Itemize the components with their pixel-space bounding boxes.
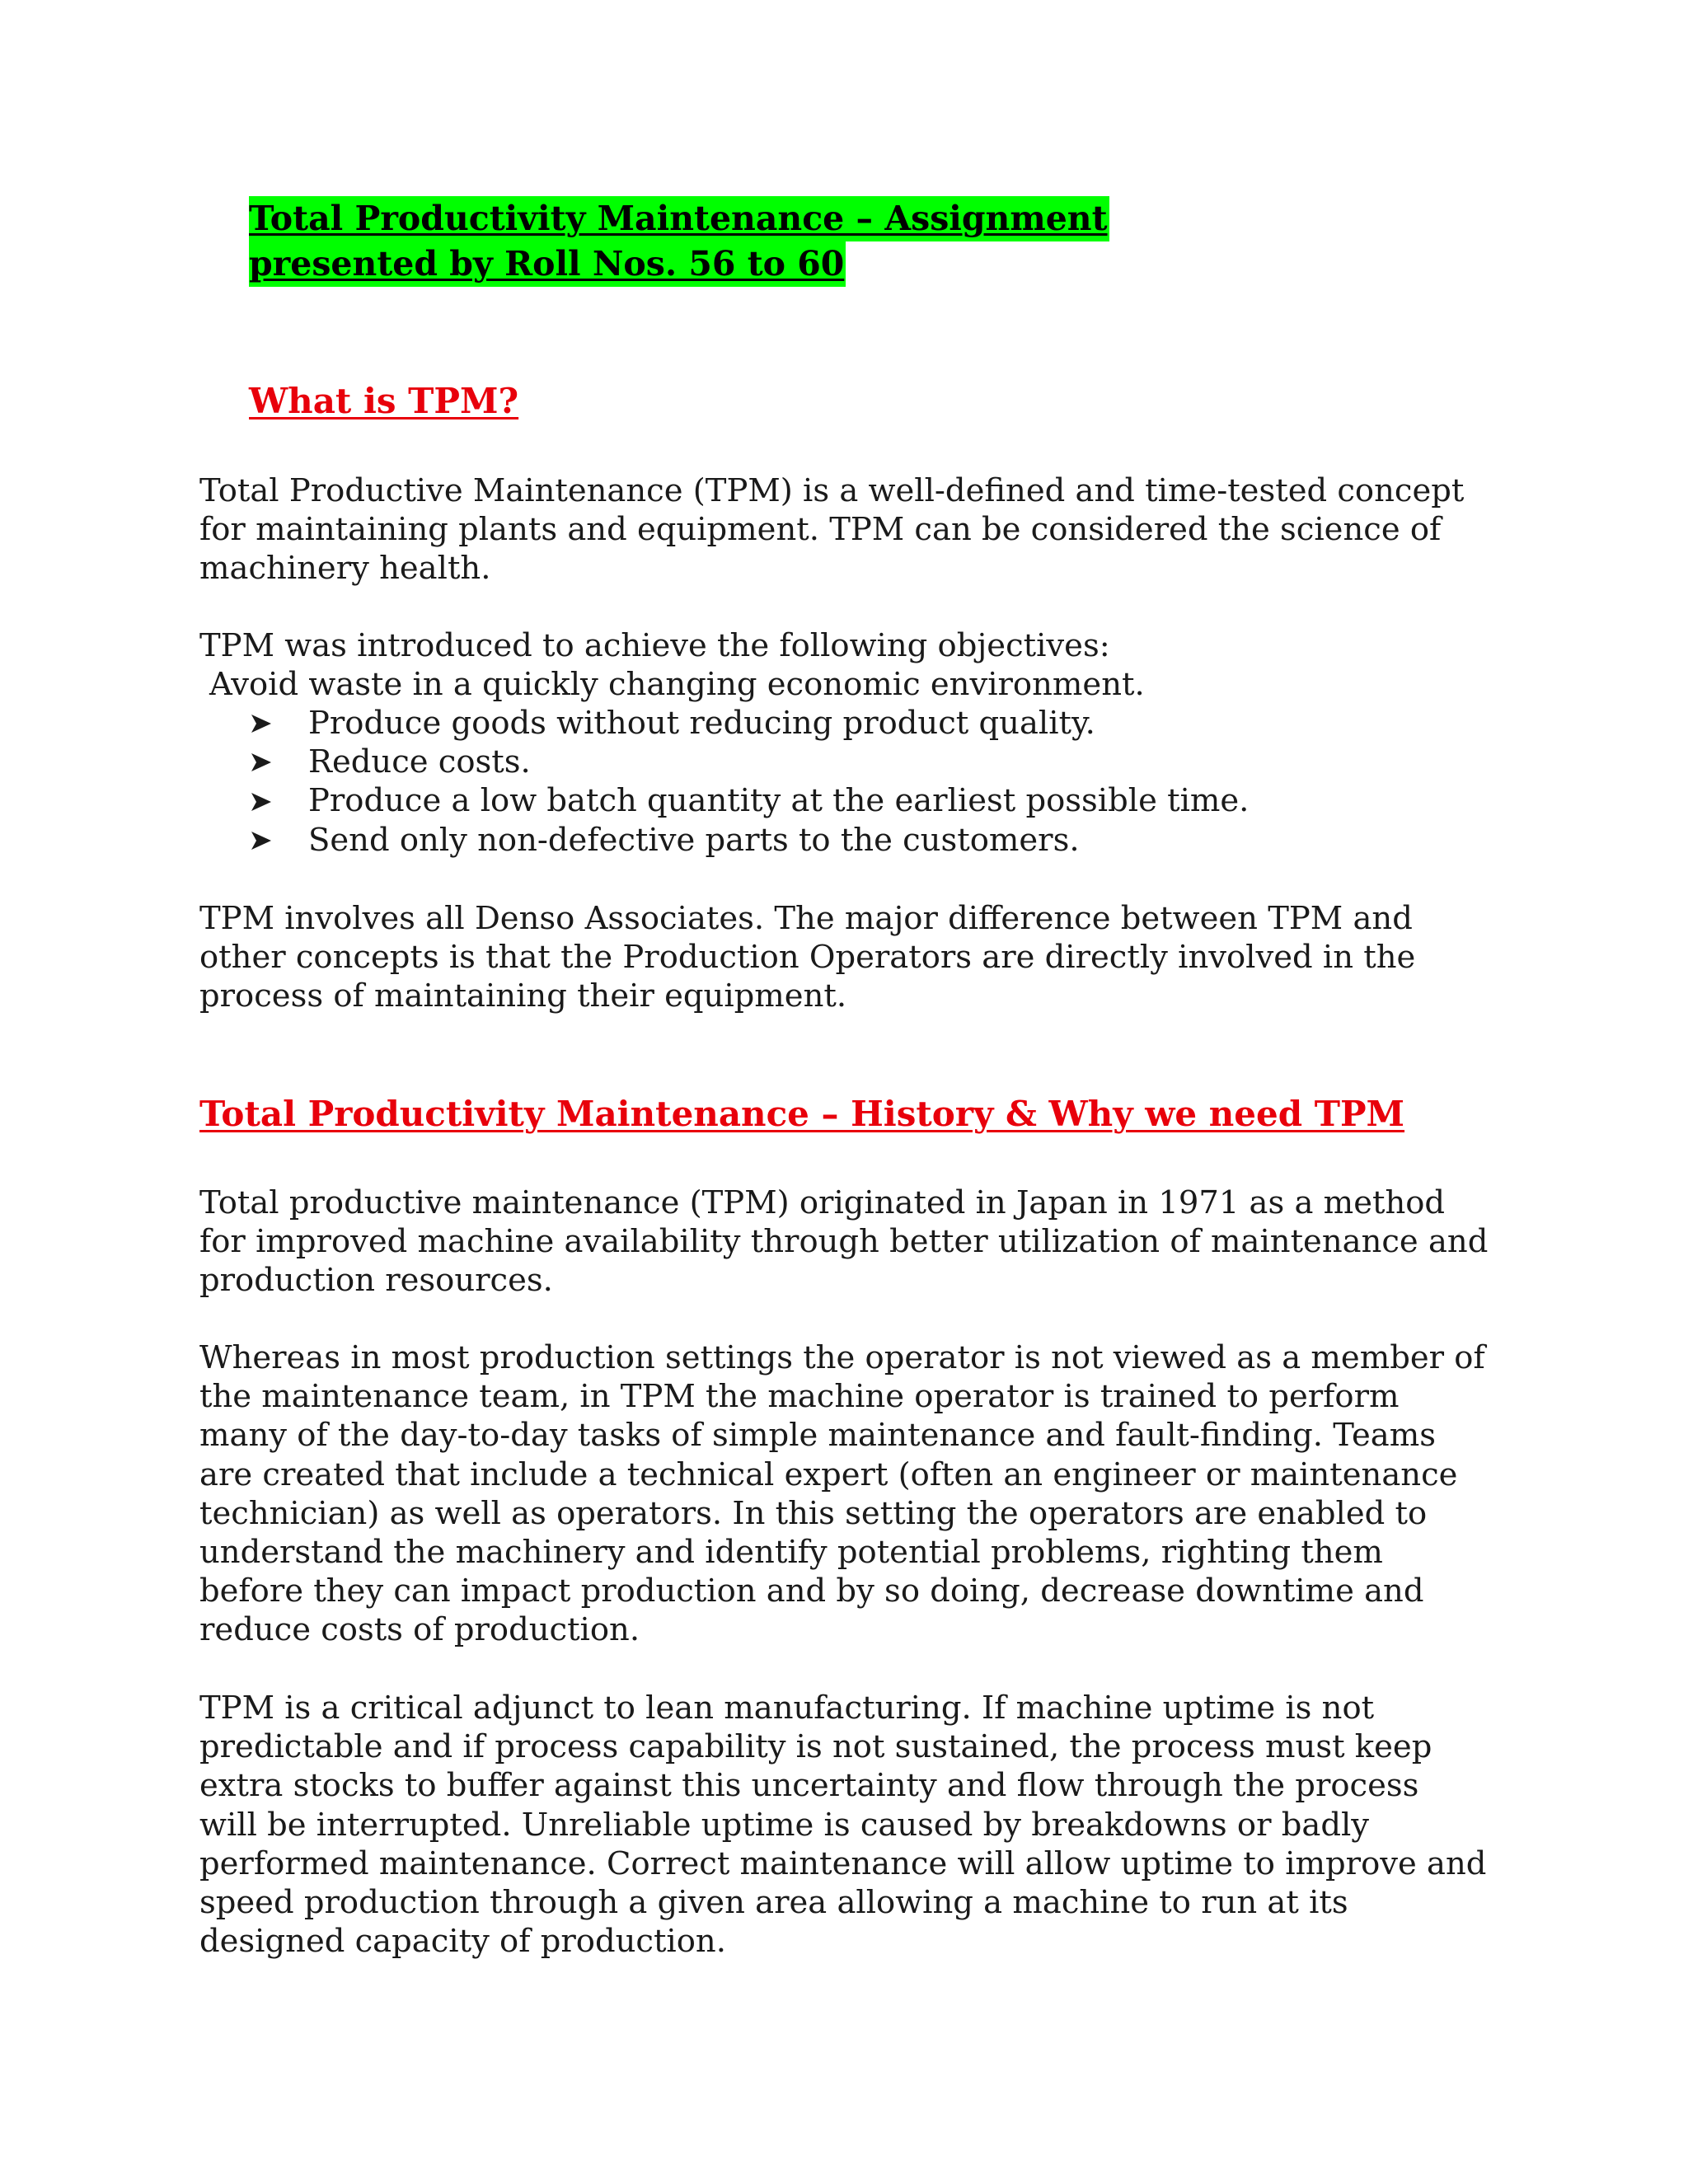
section-heading-what-is-tpm: What is TPM?	[249, 381, 519, 421]
paragraph-operator-role	[199, 1338, 1551, 1650]
title-line-2: presented by Roll Nos. 56 to 60	[249, 241, 846, 287]
text-line: production resources.	[199, 1262, 553, 1300]
text-line: understand the machinery and identify potential problems, righting them	[199, 1534, 1383, 1572]
text-line: are created that include a technical expert (often an engineer or maintenance	[199, 1455, 1458, 1493]
list-item	[247, 704, 1249, 743]
text-line: process of maintaining their equipment.	[199, 977, 847, 1015]
text-line: TPM involves all Denso Associates. The major difference between TPM and	[199, 900, 1413, 937]
objectives-intro: TPM was introduced to achieve the following objectives:	[199, 627, 1110, 664]
list-item-text: Send only non-defective parts to the customers.	[308, 821, 1080, 859]
text-line: will be interrupted. Unreliable uptime is caused by breakdowns or badly	[199, 1806, 1370, 1844]
arrowhead-bullet-icon	[247, 821, 308, 860]
paragraph-denso-associates	[199, 899, 1551, 1016]
text-line: speed production through a given area allowing a machine to run at its	[199, 1884, 1348, 1922]
objective-first: Avoid waste in a quickly changing economic environment.	[209, 666, 1145, 704]
text-line: predictable and if process capability is not sustained, the process must keep	[199, 1728, 1432, 1766]
list-item	[247, 743, 1249, 781]
text-line: reduce costs of production.	[199, 1611, 640, 1649]
objectives-list	[247, 704, 1249, 860]
section-heading-history: Total Productivity Maintenance – History & Why we need TPM	[199, 1094, 1405, 1134]
list-item-text: Reduce costs.	[308, 743, 531, 781]
title-line-1: Total Productivity Maintenance – Assignment	[249, 196, 1109, 241]
document-title	[249, 196, 1109, 287]
paragraph-history-origin	[199, 1183, 1551, 1301]
list-item	[247, 781, 1249, 820]
text-line: before they can impact production and by so doing, decrease downtime and	[199, 1572, 1424, 1610]
list-item	[247, 821, 1249, 860]
text-line: for maintaining plants and equipment. TPM can be considered the science of	[199, 511, 1442, 549]
text-line: machinery health.	[199, 550, 491, 588]
text-line: Whereas in most production settings the operator is not viewed as a member of	[199, 1339, 1485, 1376]
text-line: other concepts is that the Production Operators are directly involved in the	[199, 939, 1416, 977]
text-line: designed capacity of production.	[199, 1923, 726, 1961]
arrowhead-bullet-icon	[247, 704, 308, 743]
paragraph-tpm-definition	[199, 471, 1551, 588]
list-item-text: Produce a low batch quantity at the earliest possible time.	[308, 782, 1250, 820]
text-line: the maintenance team, in TPM the machine operator is trained to perform	[199, 1378, 1400, 1416]
text-line: TPM is a critical adjunct to lean manufacturing. If machine uptime is not	[199, 1690, 1375, 1727]
paragraph-objectives-intro	[199, 626, 1551, 704]
arrowhead-bullet-icon	[247, 743, 308, 781]
text-line: many of the day-to-day tasks of simple maintenance and fault-finding. Teams	[199, 1417, 1436, 1455]
text-line: for improved machine availability through better utilization of maintenance and	[199, 1223, 1489, 1261]
arrowhead-bullet-icon	[247, 782, 308, 821]
text-line: extra stocks to buffer against this uncertainty and flow through the process	[199, 1767, 1419, 1805]
list-item-text: Produce goods without reducing product quality.	[308, 705, 1095, 742]
text-line: Total productive maintenance (TPM) originated in Japan in 1971 as a method	[199, 1184, 1446, 1221]
text-line: technician) as well as operators. In this setting the operators are enabled to	[199, 1494, 1428, 1532]
text-line: performed maintenance. Correct maintenance will allow uptime to improve and	[199, 1844, 1487, 1882]
paragraph-lean-manufacturing	[199, 1689, 1551, 1961]
text-line: Total Productive Maintenance (TPM) is a well-defined and time-tested concept	[199, 472, 1465, 509]
